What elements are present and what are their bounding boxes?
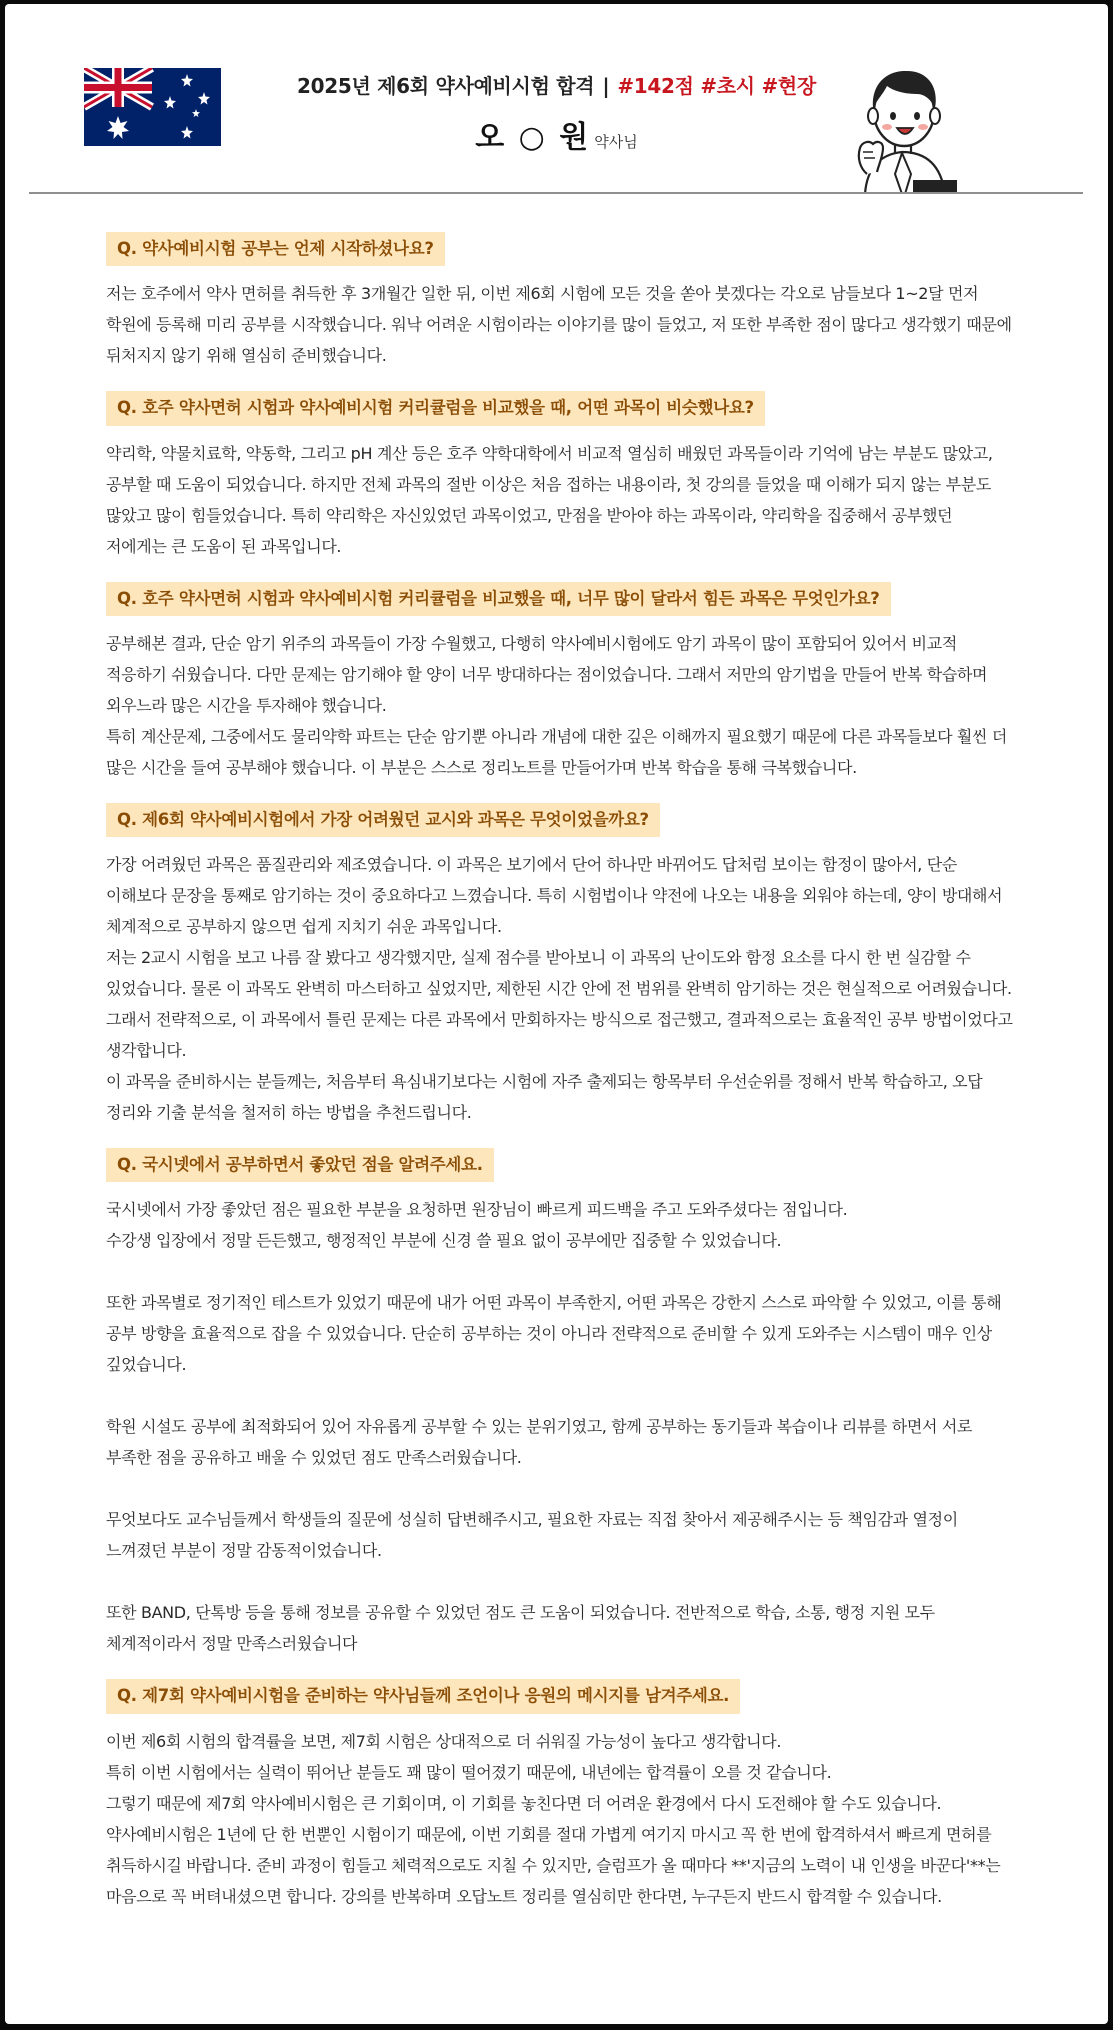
answer-paragraph: 무엇보다도 교수님들께서 학생들의 질문에 성실히 답변해주시고, 필요한 자료는 직접 찾아서 제공해주시는 등 책임감과 열정이 느껴졌던 부분이 정말 감동적이었습니다.: [106, 1510, 958, 1561]
header: [5, 4, 1108, 194]
qa-section: [106, 1679, 1014, 1911]
answer-paragraph: [106, 1256, 1014, 1287]
answer-paragraph: 학원 시설도 공부에 최적화되어 있어 자유롭게 공부할 수 있는 분위기였고, 함께 공부하는 동기들과 복습이나 리뷰를 하면서 서로 부족한 점을 공유하고 배울 수 있었던 점도 만족스러웠습니다.: [106, 1417, 973, 1468]
answer-paragraph: 또한 과목별로 정기적인 테스트가 있었기 때문에 내가 어떤 과목이 부족한지, 어떤 과목은 강한지 스스로 파악할 수 있었고, 이를 통해 공부 방향을 효율적으로 잡을 수 있었습니다. 단순히 공부하는 것이 아니라 전략적으로 준비할 수 있게 도와주는 시스템이 매우 인상 깊었습니다.: [106, 1293, 1002, 1375]
qa-section: [106, 803, 1014, 1128]
qa-list: [106, 232, 1014, 1932]
question-heading: Q. 약사예비시험 공부는 언제 시작하셨나요?: [106, 232, 445, 266]
pharmacist-avatar-icon: [827, 56, 977, 194]
answer-paragraph: 약사예비시험은 1년에 단 한 번뿐인 시험이기 때문에, 이번 기회를 절대 가볍게 여기지 마시고 꼭 한 번에 합격하셔서 빠르게 면허를 취득하시길 바랍니다. 준비 과정이 힘들고 체력적으로도 지칠 수 있지만, 슬럼프가 올 때마다 **'지금의 노력이 내 인생을 바꾼다'**는 마음으로 꼭 버텨내셨으면 합니다. 강의를 반복하며 오답노트 정리를 열심히만 한다면, 누구든지 반드시 합격할 수 있습니다.: [106, 1824, 1001, 1906]
answer-paragraph: 약리학, 약물치료학, 약동학, 그리고 pH 계산 등은 호주 약학대학에서 비교적 열심히 배웠던 과목들이라 기억에 남는 부분도 많았고, 공부할 때 도움이 되었습니다. 하지만 전체 과목의 절반 이상은 처음 접하는 내용이라, 첫 강의를 들었을 때 이해가 되지 않는 부분도 많았고 많이 힘들었습니다. 특히 약리학은 자신있었던 과목이었고, 만점을 받아야 하는 과목이라, 약리학을 집중해서 공부했던 저에게는 큰 도움이 된 과목입니다.: [106, 443, 993, 556]
question-heading: Q. 호주 약사면허 시험과 약사예비시험 커리큘럼을 비교했을 때, 어떤 과목이 비슷했나요?: [106, 391, 765, 425]
answer-body: [106, 1194, 1014, 1659]
title-separator: |: [602, 74, 610, 98]
answer-paragraph: [106, 1566, 1014, 1597]
testimonial-card: [5, 4, 1108, 2024]
answer-paragraph: 이 과목을 준비하시는 분들께는, 처음부터 욕심내기보다는 시험에 자주 출제되는 항목부터 우선순위를 정해서 반복 학습하고, 오답 정리와 기출 분석을 철저히 하는 방법을 추천드립니다.: [106, 1072, 983, 1123]
answer-body: [106, 1726, 1014, 1912]
answer-paragraph: 그렇기 때문에 제7회 약사예비시험은 큰 기회이며, 이 기회를 놓친다면 더 어려운 환경에서 다시 도전해야 할 수도 있습니다.: [106, 1793, 942, 1813]
question-heading: Q. 제6회 약사예비시험에서 가장 어려웠던 교시와 과목은 무엇이었을까요?: [106, 803, 660, 837]
title-tags: #142점 #초시 #현장: [617, 74, 816, 98]
answer-body: [106, 628, 1014, 783]
answer-paragraph: 공부해본 결과, 단순 암기 위주의 과목들이 가장 수월했고, 다행히 약사예비시험에도 암기 과목이 많이 포함되어 있어서 비교적 적응하기 쉬웠습니다. 다만 문제는 암기해야 할 양이 너무 방대하다는 점이었습니다. 그래서 저만의 암기법을 만들어 반복 학습하며 외우느라 많은 시간을 투자해야 했습니다.: [106, 633, 988, 715]
answer-paragraph: 또한 BAND, 단톡방 등을 통해 정보를 공유할 수 있었던 점도 큰 도움이 되었습니다. 전반적으로 학습, 소통, 행정 지원 모두 체계적이라서 정말 만족스러웠습니다: [106, 1603, 935, 1654]
question-heading: Q. 호주 약사면허 시험과 약사예비시험 커리큘럼을 비교했을 때, 너무 많이 달라서 힘든 과목은 무엇인가요?: [106, 582, 891, 616]
header-divider: [29, 192, 1083, 194]
answer-paragraph: [106, 1473, 1014, 1504]
answer-paragraph: 국시넷에서 가장 좋았던 점은 필요한 부분을 요청하면 원장님이 빠르게 피드백을 주고 도와주셨다는 점입니다.: [106, 1200, 848, 1220]
answer-body: [106, 438, 1014, 562]
answer-paragraph: 특히 계산문제, 그중에서도 물리약학 파트는 단순 암기뿐 아니라 개념에 대한 깊은 이해까지 필요했기 때문에 다른 과목들보다 훨씬 더 많은 시간을 들여 공부해야 했습니다. 이 부분은 스스로 정리노트를 만들어가며 반복 학습을 통해 극복했습니다.: [106, 726, 1007, 777]
answer-paragraph: 이번 제6회 시험의 합격률을 보면, 제7회 시험은 상대적으로 더 쉬워질 가능성이 높다고 생각합니다.: [106, 1731, 782, 1751]
answer-paragraph: 특히 이번 시험에서는 실력이 뛰어난 분들도 꽤 많이 떨어졌기 때문에, 내년에는 합격률이 오를 것 같습니다.: [106, 1762, 832, 1782]
qa-section: [106, 391, 1014, 561]
qa-section: [106, 582, 1014, 783]
answer-paragraph: 저는 2교시 시험을 보고 나름 잘 봤다고 생각했지만, 실제 점수를 받아보니 이 과목의 난이도와 함정 요소를 다시 한 번 실감할 수 있었습니다. 물론 이 과목도 완벽히 마스터하고 싶었지만, 제한된 시간 안에 전 범위를 완벽히 암기하는 것은 현실적으로 어려웠습니다. 그래서 전략적으로, 이 과목에서 틀린 문제는 다른 과목에서 만회하자는 방식으로 접근했고, 결과적으로는 효율적인 공부 방법이었다고 생각합니다.: [106, 948, 1013, 1061]
answer-paragraph: [106, 1380, 1014, 1411]
answer-paragraph: 수강생 입장에서 정말 든든했고, 행정적인 부분에 신경 쓸 필요 없이 공부에만 집중할 수 있었습니다.: [106, 1231, 782, 1251]
name-suffix: 약사님: [594, 133, 638, 151]
qa-section: [106, 232, 1014, 371]
question-heading: Q. 국시넷에서 공부하면서 좋았던 점을 알려주세요.: [106, 1148, 494, 1182]
name-text: 오 ○ 원: [475, 120, 591, 155]
exam-title: 2025년 제6회 약사예비시험 합격: [297, 74, 595, 98]
qa-section: [106, 1148, 1014, 1659]
answer-body: [106, 849, 1014, 1128]
answer-paragraph: 가장 어려웠던 과목은 품질관리와 제조였습니다. 이 과목은 보기에서 단어 하나만 바뀌어도 답처럼 보이는 함정이 많아서, 단순 이해보다 문장을 통째로 암기하는 것이 중요하다고 느꼈습니다. 특히 시험법이나 약전에 나오는 내용을 외워야 하는데, 양이 방대해서 체계적으로 공부하지 않으면 쉽게 지치기 쉬운 과목입니다.: [106, 855, 1003, 937]
answer-paragraph: 저는 호주에서 약사 면허를 취득한 후 3개월간 일한 뒤, 이번 제6회 시험에 모든 것을 쏟아 붓겠다는 각오로 남들보다 1~2달 먼저 학원에 등록해 미리 공부를 시작했습니다. 워낙 어려운 시험이라는 이야기를 많이 들었고, 저 또한 부족한 점이 많다고 생각했기 때문에 뒤처지지 않기 위해 열심히 준비했습니다.: [106, 284, 1012, 366]
answer-body: [106, 278, 1014, 371]
question-heading: Q. 제7회 약사예비시험을 준비하는 약사님들께 조언이나 응원의 메시지를 남겨주세요.: [106, 1679, 740, 1713]
